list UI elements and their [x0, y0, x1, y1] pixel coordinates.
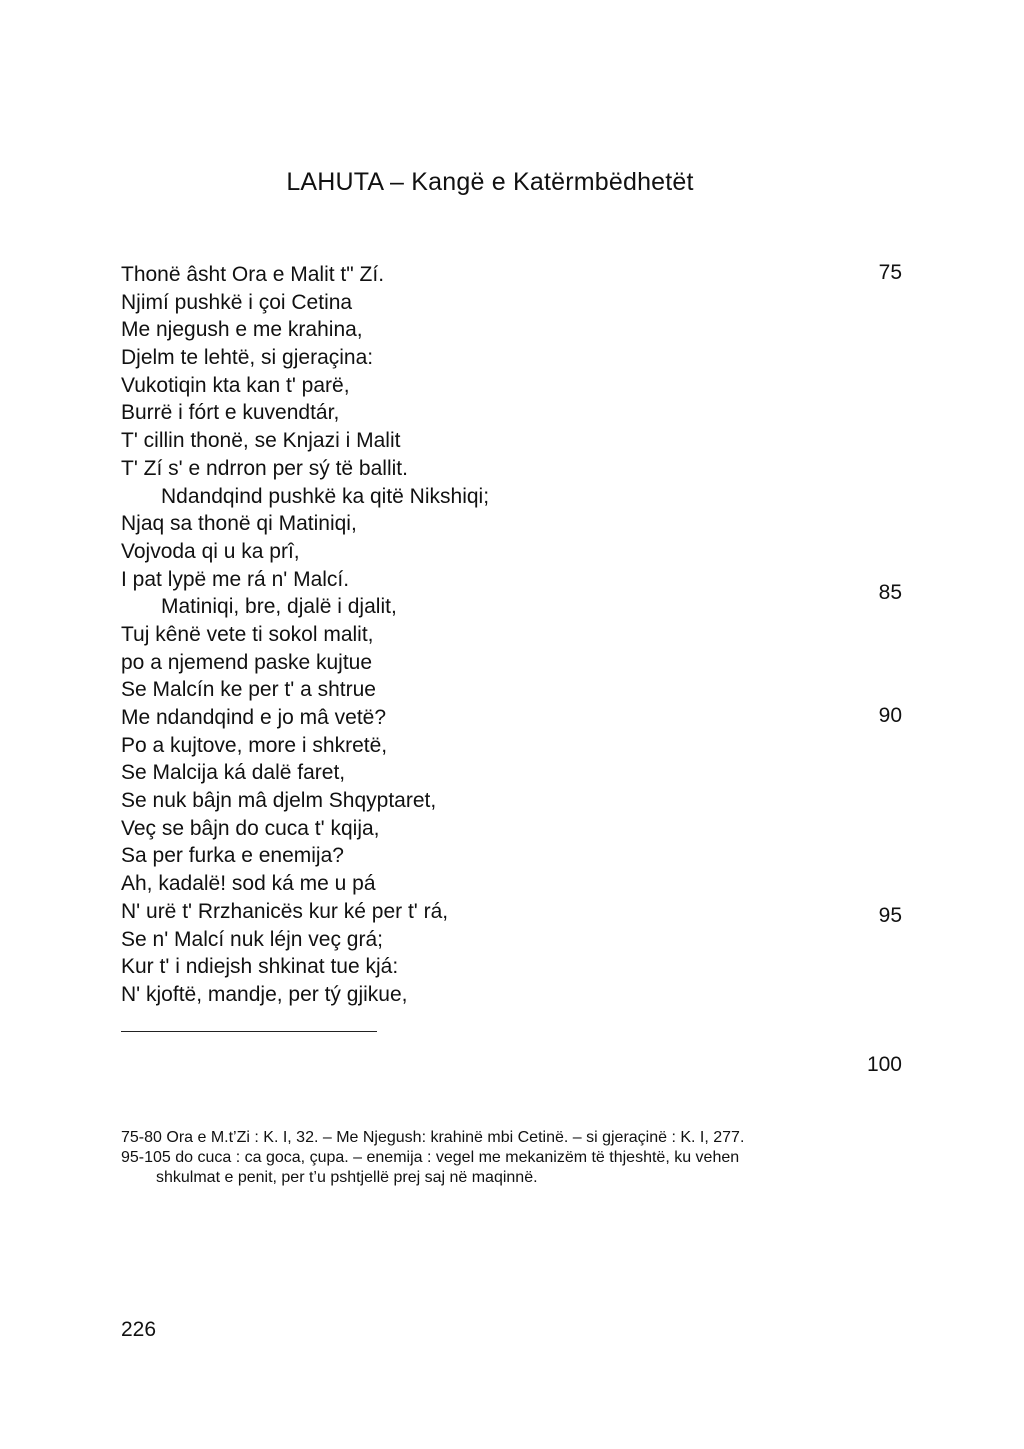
verse-line: Ah, kadalë! sod ká me u pá	[121, 872, 376, 896]
footnote-1: 75-80 Ora e M.t’Zi : K. I, 32. – Me Njegush: krahinë mbi Cetinë. – si gjeraçinë : K. I, 277.	[121, 1129, 745, 1146]
verse-line: T' cillin thonë, se Knjazi i Malit	[121, 429, 401, 453]
verse-line: Sa per furka e enemija?	[121, 844, 344, 868]
page-title: LAHUTA – Kangë e Katërmbëdhetët	[286, 168, 694, 196]
footnote-rule	[121, 1031, 377, 1032]
line-number: 75	[878, 261, 902, 284]
line-number: 90	[878, 704, 902, 728]
verse-line: po a njemend paske kujtue	[121, 650, 373, 674]
verse-line: N' kjoftë, mandje, per tý gjikue,	[121, 982, 408, 1006]
verse-line: Burrë i fórt e kuvendtár,	[121, 401, 340, 425]
verse-line: Se n' Malcí nuk léjn veç grá;	[121, 927, 383, 951]
verse-line: Se nuk bâjn mâ djelm Shqyptaret,	[121, 789, 437, 813]
poem-body	[121, 261, 821, 1009]
verse-line: Matiniqi, bre, djalë i djalit,	[161, 595, 397, 619]
verse-line: Me njegush e me krahina,	[121, 318, 363, 342]
line-number: 85	[878, 580, 902, 604]
footnotes	[121, 1128, 881, 1188]
verse-line: I pat lypë me rá n' Malcí.	[121, 567, 350, 591]
footnote-2: 95-105 do cuca : ca goca, çupa. – enemija : vegel me mekanizëm të thjeshtë, ku vehen	[121, 1149, 740, 1166]
verse-line: Djelm te lehtë, si gjeraçina:	[121, 346, 374, 370]
verse-line: N' urë t' Rrzhanicës kur ké per t' rá,	[121, 899, 449, 923]
verse-line: Njimí pushkë i çoi Cetina	[121, 290, 353, 314]
verse-line: Veç se bâjn do cuca t' kqija,	[121, 816, 380, 840]
verse-line: Ndandqind pushkë ka qitë Nikshiqi;	[161, 484, 490, 508]
verse-line: Njaq sa thonë qi Matiniqi,	[121, 512, 357, 536]
verse-line: Me ndandqind e jo mâ vetë?	[121, 706, 387, 729]
verse-line: Po a kujtove, more i shkretë,	[121, 733, 388, 757]
verse-line: T' Zí s' e ndrron per sý të ballit.	[121, 456, 408, 480]
verse-line: Se Malcín ke per t' a shtrue	[121, 678, 376, 702]
page-number: 226	[121, 1318, 157, 1341]
verse-line: Vojvoda qi u ka prî,	[121, 539, 300, 563]
line-number: 95	[878, 903, 902, 927]
verse-line: Kur t' i ndiejsh shkinat tue kjá:	[121, 955, 399, 979]
footnote-2-continued: shkulmat e penit, per t’u pshtjellë prej saj në maqinnë.	[156, 1169, 538, 1186]
verse-line: Se Malcija ká dalë faret,	[121, 761, 346, 785]
line-number: 100	[866, 1053, 902, 1077]
verse-line: Vukotiqin kta kan t' parë,	[121, 373, 350, 397]
verse-line: Thonë âsht Ora e Malit t" Zí.	[121, 263, 385, 286]
verse-line: Tuj kênë vete ti sokol malit,	[121, 622, 374, 646]
